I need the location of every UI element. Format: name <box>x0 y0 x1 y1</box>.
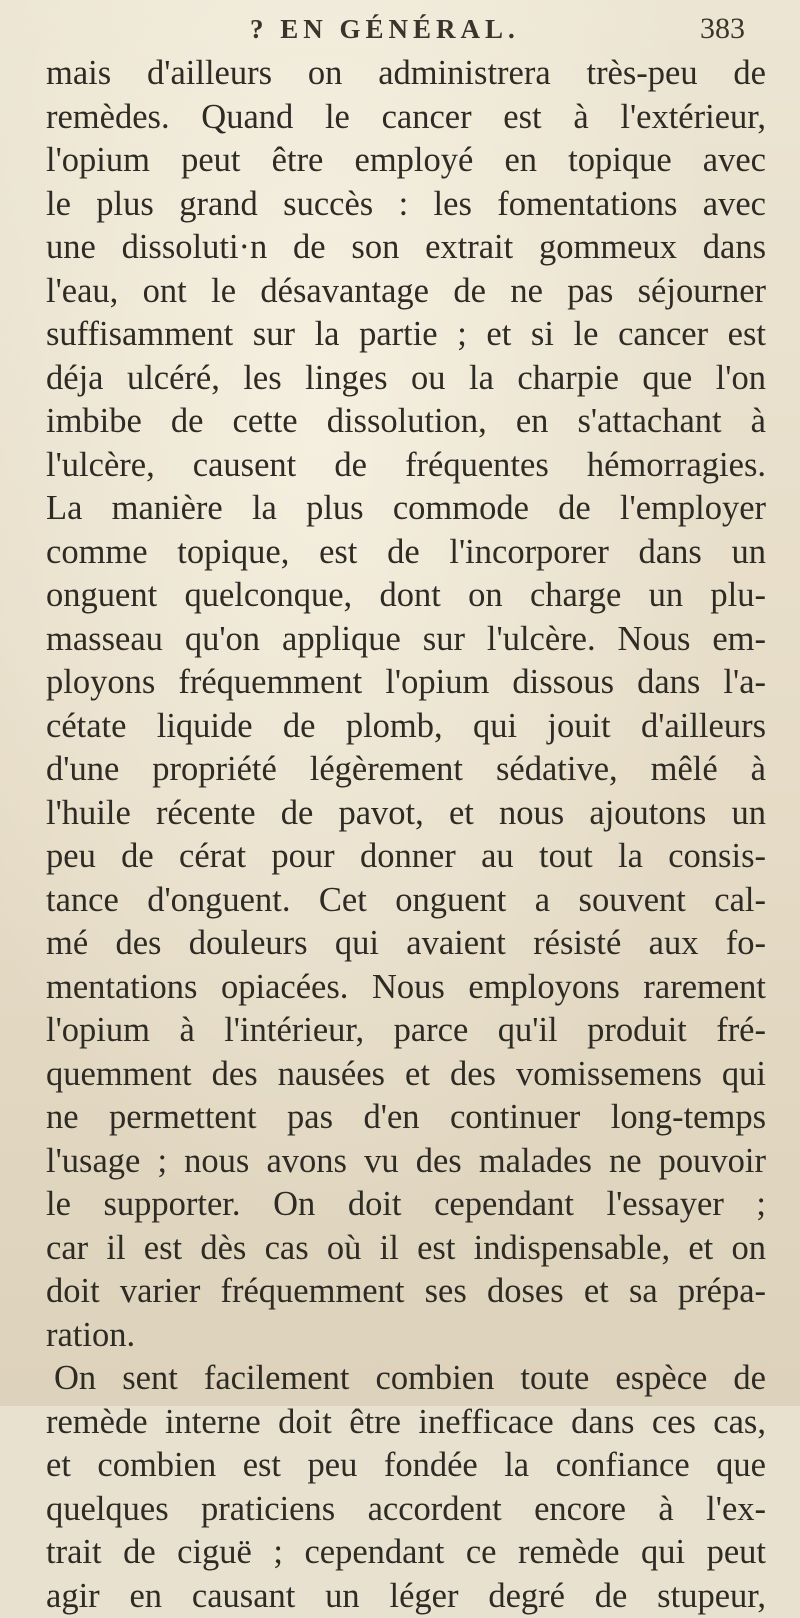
text-line: peu de cérat pour donner au tout la consis- <box>46 835 766 879</box>
text-line: imbibe de cette dissolution, en s'attachant à <box>46 400 766 444</box>
text-line: trait de ciguë ; cependant ce remède qui peut <box>46 1531 766 1575</box>
text-line: l'eau, ont le désavantage de ne pas séjourner <box>46 270 766 314</box>
text-line: l'usage ; nous avons vu des malades ne pouvoir <box>46 1140 766 1184</box>
text-line: cétate liquide de plomb, qui jouit d'ailleurs <box>46 705 766 749</box>
text-line: suffisamment sur la partie ; et si le cancer est <box>46 313 766 357</box>
text-line: agir en causant un léger degré de stupeur, <box>46 1575 766 1618</box>
paragraph-start-line: On sent facilement combien toute espèce de <box>46 1357 766 1401</box>
text-line: ne permettent pas d'en continuer long-temps <box>46 1096 766 1140</box>
text-line: mé des douleurs qui avaient résisté aux fo- <box>46 922 766 966</box>
text-line: mais d'ailleurs on administrera très-peu de <box>46 52 766 96</box>
text-line: La manière la plus commode de l'employer <box>46 487 766 531</box>
text-line: masseau qu'on applique sur l'ulcère. Nous em- <box>46 618 766 662</box>
text-line: déja ulcéré, les linges ou la charpie que l'on <box>46 357 766 401</box>
body-text <box>46 52 766 1618</box>
text-line: et combien est peu fondée la confiance que <box>46 1444 766 1488</box>
text-line: ployons fréquemment l'opium dissous dans l'a- <box>46 661 766 705</box>
text-line: doit varier fréquemment ses doses et sa prépa- <box>46 1270 766 1314</box>
text-line: l'ulcère, causent de fréquentes hémorragies. <box>46 444 766 488</box>
running-title: ? EN GÉNÉRAL. <box>250 14 520 45</box>
text-line: mentations opiacées. Nous employons rarement <box>46 966 766 1010</box>
text-line: remèdes. Quand le cancer est à l'extérieur, <box>46 96 766 140</box>
text-line: tance d'onguent. Cet onguent a souvent cal- <box>46 879 766 923</box>
text-line: onguent quelconque, dont on charge un plu- <box>46 574 766 618</box>
text-line: l'opium à l'intérieur, parce qu'il produit fré- <box>46 1009 766 1053</box>
paragraph-end-line: ration. <box>46 1314 766 1358</box>
text-line: remède interne doit être inefficace dans ces cas, <box>46 1401 766 1445</box>
text-line: une dissoluti·n de son extrait gommeux dans <box>46 226 766 270</box>
page-number: 383 <box>700 12 745 46</box>
running-header <box>0 8 800 52</box>
text-line: car il est dès cas où il est indispensable, et on <box>46 1227 766 1271</box>
text-line: quemment des nausées et des vomissemens qui <box>46 1053 766 1097</box>
text-line: comme topique, est de l'incorporer dans un <box>46 531 766 575</box>
text-line: quelques praticiens accordent encore à l'ex- <box>46 1488 766 1532</box>
text-line: l'opium peut être employé en topique avec <box>46 139 766 183</box>
text-line: le supporter. On doit cependant l'essayer ; <box>46 1183 766 1227</box>
text-line: d'une propriété légèrement sédative, mêlé à <box>46 748 766 792</box>
text-line: l'huile récente de pavot, et nous ajoutons un <box>46 792 766 836</box>
text-line: le plus grand succès : les fomentations avec <box>46 183 766 227</box>
